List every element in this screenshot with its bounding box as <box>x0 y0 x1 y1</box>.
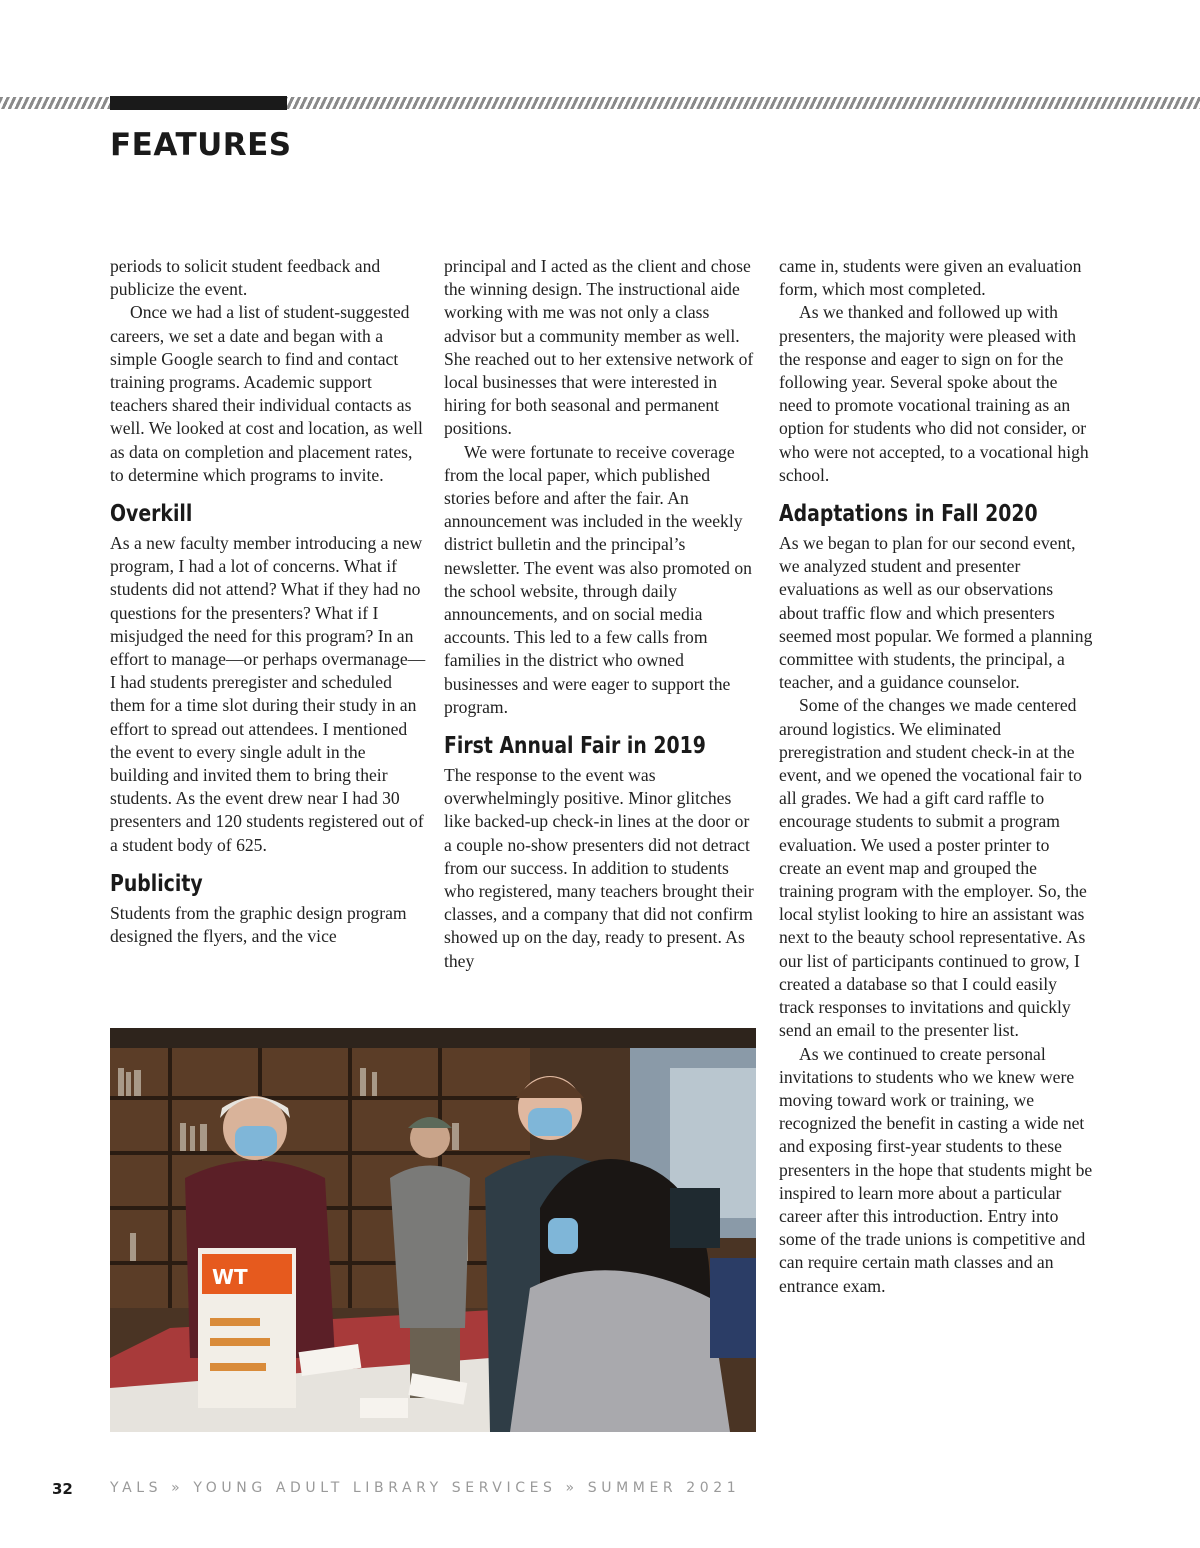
banner-logo: WT <box>212 1265 248 1289</box>
paragraph: As we began to plan for our second event, we analyzed student and presenter evaluations as well as our observations about traffic flow and which presenters seemed most popular. We formed a planning committee with students, the principal, a teacher, and a guidance counselor. <box>779 533 1093 693</box>
paragraph: Some of the changes we made centered around logistics. We eliminated preregistration and student check-in at the event, and we opened the vocational fair to all grades. We had a gift card raffle to encourage students to submit a program evaluation. We used a poster printer to create an event map and grouped the training program with the employer. So, the local stylist looking to hire an assistant was next to the beauty school representative. As our list of participants continued to grow, I created a database so that I could easily track responses to invitations and quickly send an email to the presenter list. <box>779 695 1087 1041</box>
paragraph: The response to the event was overwhelmingly positive. Minor glitches like backed-up check-in lines at the door or a couple no-show presenters did not detract from our success. In addition to students who registered, many teachers brought their classes, and a company that did not confirm showed up on the day, ready to present. As they <box>444 765 754 971</box>
paragraph: As a new faculty member introducing a new program, I had a lot of concerns. What if students did not attend? What if they had no questions for the presenters? What if I misjudged the need for this program? In an effort to manage—or perhaps overmanage—I had students preregister and scheduled them for a time slot during their study in an effort to spread out attendees. I mentioned the event to every single adult in the building and invited them to bring their students. As the event drew near I had 30 presenters and 120 students registered out of a student body of 625. <box>110 533 426 855</box>
paragraph: periods to solicit student feedback and publicize the event. <box>110 256 381 300</box>
paragraph: As we thanked and followed up with presenters, the majority were pleased with the response and eager to sign on for the following year. Several spoke about the need to promote vocational training as an option for students who did not consider, or who were not accepted, to a vocational high school. <box>779 302 1089 485</box>
column-3 <box>779 255 1093 1298</box>
page-footer <box>0 1480 1200 1504</box>
paragraph: We were fortunate to receive coverage from the local paper, which published stories before and after the fair. An announcement was included in the weekly district bulletin and the principal’s newsletter. The event was also promoted on the school website, through daily announcements, and on social media accounts. This led to a few calls from families in the district who owned businesses and were eager to support the program. <box>444 441 752 717</box>
page-number: 32 <box>52 1480 73 1498</box>
paragraph: As we continued to create personal invitations to students who we knew were moving toward work or training, we recognized the benefit in casting a wide net and exposing first-year students to these presenters in the hope that students might be inspired to learn more about a particular career after this introduction. Entry into some of the trade unions is competitive and can require certain math classes and an entrance exam. <box>779 1043 1093 1296</box>
section-label: FEATURES <box>110 127 292 163</box>
column-2 <box>444 255 760 973</box>
paragraph: Once we had a list of student-suggested careers, we set a date and began with a simple Google search to find and contact training programs. Academic support teachers shared their individual contacts as well. We looked at cost and location, as well as data on completion and placement rates, to determine which programs to invite. <box>110 302 423 485</box>
header-accent-bar <box>110 96 287 110</box>
column-1 <box>110 255 426 948</box>
subheading-adaptations: Adaptations in Fall 2020 <box>779 501 1038 528</box>
paragraph: Students from the graphic design program designed the flyers, and the vice <box>110 902 407 947</box>
subheading-first-annual-fair: First Annual Fair in 2019 <box>444 733 706 760</box>
event-photo <box>110 1028 756 1432</box>
paragraph: principal and I acted as the client and chose the winning design. The instructional aide working with me was not only a class advisor but a community member as well. She reached out to her extensive network of local businesses that were interested in hiring for both seasonal and permanent positions. <box>444 256 754 439</box>
subheading-overkill: Overkill <box>110 501 193 528</box>
subheading-publicity: Publicity <box>110 870 203 897</box>
paragraph: came in, students were given an evaluation form, which most completed. <box>779 256 1082 300</box>
running-footer: YALS » YOUNG ADULT LIBRARY SERVICES » SUMMER 2021 <box>110 1480 741 1496</box>
